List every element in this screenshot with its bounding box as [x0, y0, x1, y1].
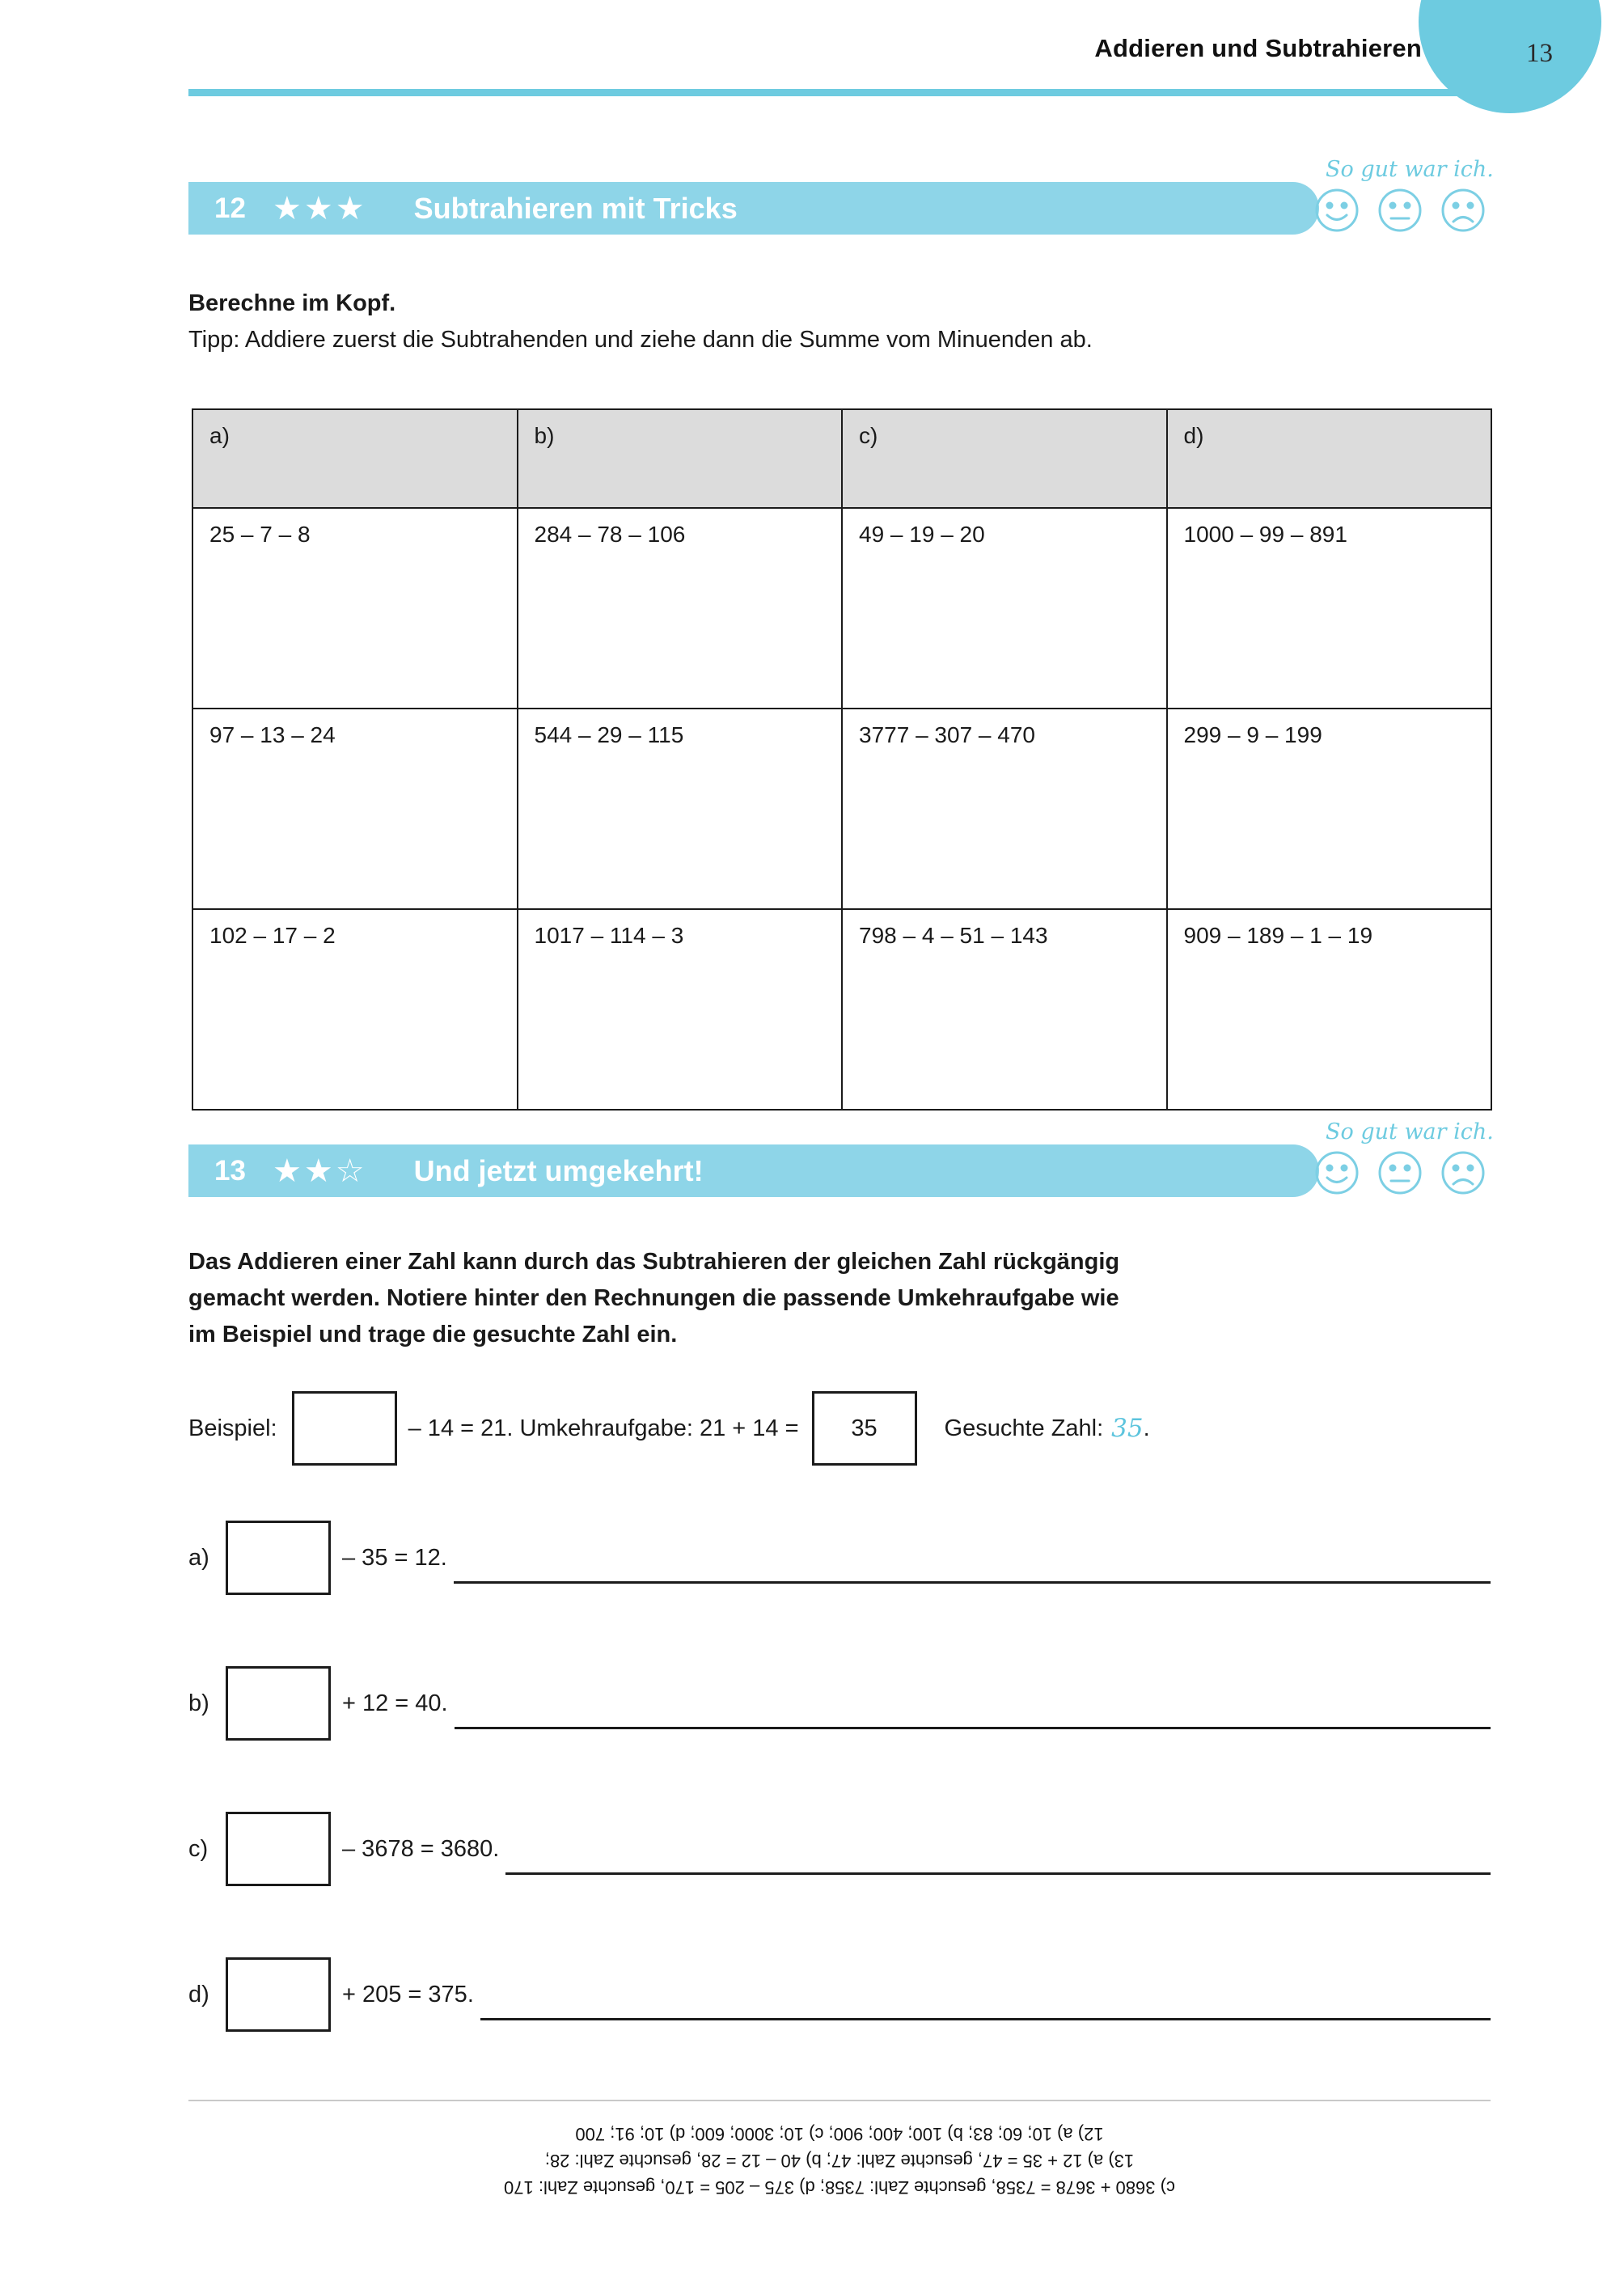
equation-b: + 12 = 40. [342, 1690, 448, 1716]
equation-c: – 3678 = 3680. [342, 1835, 500, 1862]
sad-face-icon[interactable] [1440, 1150, 1486, 1195]
write-line-a[interactable] [454, 1580, 1491, 1584]
table-cell[interactable]: 544 – 29 – 115 [518, 709, 843, 909]
table-cell[interactable]: 299 – 9 – 199 [1167, 709, 1492, 909]
table-cell[interactable]: 284 – 78 – 106 [518, 508, 843, 709]
fill-row-c [188, 1812, 1491, 1886]
table-header-row [192, 409, 1491, 508]
page-number-circle [1419, 0, 1601, 113]
answer-box-d[interactable] [226, 1957, 331, 2032]
exercise-13-number: 13 [214, 1154, 246, 1187]
solutions-key [188, 2121, 1491, 2201]
table-col-b: b) [518, 409, 843, 508]
table-row[interactable] [192, 709, 1491, 909]
example-result-period: . [1143, 1415, 1150, 1441]
exercise-12-stars: ★★★ [273, 190, 367, 226]
exercise-12-tip: Tipp: Addiere zuerst die Subtrahenden und ziehe dann die Summe vom Minuenden ab. [188, 327, 1093, 353]
fill-row-b [188, 1666, 1491, 1741]
rating-faces[interactable] [1314, 1150, 1486, 1195]
exercise-12-title: Subtrahieren mit Tricks [413, 191, 738, 225]
page-number: 13 [1526, 39, 1553, 68]
exercise-13-instruction-line2: gemacht werden. Notiere hinter den Rechnungen die passende Umkehraufgabe wie [188, 1285, 1119, 1311]
happy-face-icon[interactable] [1314, 188, 1360, 233]
item-letter-d: d) [188, 1981, 209, 2007]
exercise-12-header-bar [188, 182, 1319, 235]
sad-face-icon[interactable] [1440, 188, 1486, 233]
header-divider [188, 89, 1491, 96]
page-header [0, 0, 1624, 121]
table-row[interactable] [192, 909, 1491, 1110]
fill-row-d [188, 1957, 1491, 2032]
neutral-face-icon[interactable] [1377, 1150, 1423, 1195]
item-letter-b: b) [188, 1690, 209, 1716]
example-result-label: Gesuchte Zahl: [944, 1415, 1104, 1441]
table-cell[interactable]: 3777 – 307 – 470 [842, 709, 1167, 909]
example-input-box-2[interactable]: 35 [812, 1391, 917, 1466]
exercise-13-title: Und jetzt umgekehrt! [413, 1153, 704, 1187]
table-col-c: c) [842, 409, 1167, 508]
exercise-13-header-bar [188, 1144, 1319, 1197]
table-cell[interactable]: 49 – 19 – 20 [842, 508, 1167, 709]
table-cell[interactable]: 1000 – 99 – 891 [1167, 508, 1492, 709]
table-cell[interactable]: 1017 – 114 – 3 [518, 909, 843, 1110]
table-cell[interactable]: 102 – 17 – 2 [192, 909, 518, 1110]
table-col-a: a) [192, 409, 518, 508]
happy-face-icon[interactable] [1314, 1150, 1360, 1195]
solutions-line-2: 13) a) 12 + 35 = 47, gesuchte Zahl: 47; b) 40 – 12 = 28, gesuchte Zahl: 28; [544, 2151, 1135, 2171]
exercise-12-number: 12 [214, 192, 246, 224]
write-line-b[interactable] [455, 1726, 1491, 1729]
table-cell[interactable]: 798 – 4 – 51 – 143 [842, 909, 1167, 1110]
write-line-d[interactable] [480, 2017, 1491, 2020]
exercise-13-instruction-line3: im Beispiel und trage die gesuchte Zahl ein. [188, 1322, 678, 1347]
rating-label: So gut war ich. [1326, 1119, 1494, 1144]
footer-divider [188, 2100, 1491, 2101]
exercise-13-instruction-line1: Das Addieren einer Zahl kann durch das Subtrahieren der gleichen Zahl rückgängig [188, 1249, 1120, 1275]
table-cell[interactable]: 97 – 13 – 24 [192, 709, 518, 909]
exercise-12-instruction: Berechne im Kopf. [188, 290, 396, 316]
write-line-c[interactable] [505, 1872, 1491, 1875]
example-input-box-1[interactable] [292, 1391, 397, 1466]
example-equation: – 14 = 21. Umkehraufgabe: 21 + 14 = [408, 1415, 799, 1441]
neutral-face-icon[interactable] [1377, 188, 1423, 233]
answer-box-a[interactable] [226, 1521, 331, 1595]
exercise-12-rating[interactable] [1314, 157, 1533, 251]
table-col-d: d) [1167, 409, 1492, 508]
rating-label: So gut war ich. [1326, 157, 1494, 182]
exercise-12-table[interactable] [192, 408, 1492, 1111]
example-result-value: 35 [1111, 1414, 1144, 1443]
fill-row-a [188, 1521, 1491, 1595]
equation-a: – 35 = 12. [342, 1544, 447, 1571]
table-row[interactable] [192, 508, 1491, 709]
answer-box-b[interactable] [226, 1666, 331, 1741]
page-title: Addieren und Subtrahieren [1094, 34, 1422, 62]
example-label: Beispiel: [188, 1415, 277, 1441]
solutions-line-3: 12) a) 10; 60; 83; b) 100; 400; 900; c) 10; 3000; 600; d) 10; 91; 700 [575, 2124, 1104, 2144]
solutions-line-1: c) 3680 + 3678 = 7358, gesuchte Zahl: 7358; d) 375 – 205 = 170, gesuchte Zahl: 170 [504, 2177, 1175, 2198]
table-cell[interactable]: 25 – 7 – 8 [192, 508, 518, 709]
answer-box-c[interactable] [226, 1812, 331, 1886]
rating-faces[interactable] [1314, 188, 1486, 233]
example-row [188, 1391, 1150, 1466]
exercise-13-rating[interactable] [1314, 1119, 1533, 1213]
table-cell[interactable]: 909 – 189 – 1 – 19 [1167, 909, 1492, 1110]
equation-d: + 205 = 375. [342, 1981, 474, 2007]
item-letter-a: a) [188, 1544, 209, 1571]
item-letter-c: c) [188, 1835, 209, 1862]
exercise-13-stars: ★★☆ [273, 1153, 367, 1189]
